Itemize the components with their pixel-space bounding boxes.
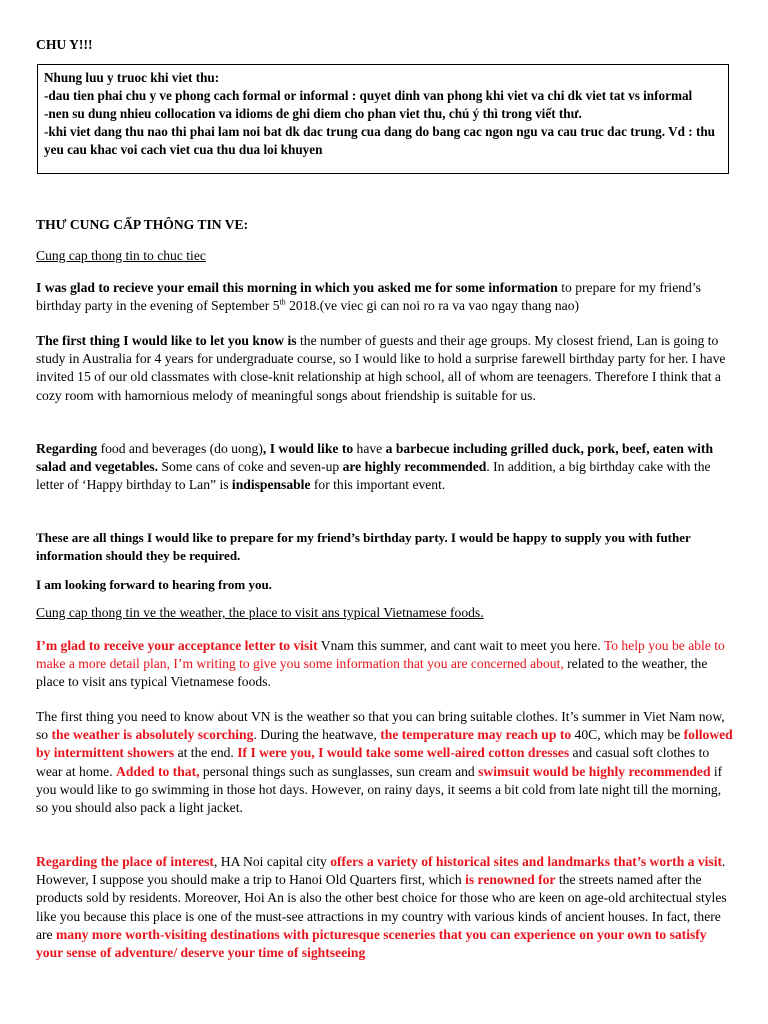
letter2-paragraph-3: Regarding the place of interest, HA Noi capital city offers a variety of historical sites and landmarks that’s worth a visit. However, I suppose you should make a trip to Hanoi Old Quarters first, which is renowned for the streets named after the products sold by residents. Moreover, Hoi An is also the other best choice for those who are keen on age-old architectual styles like you because this place is one of the must-see attractions in my country with various kinds of ancient houses. In fact, there are many more worth-visiting destinations with picturesque sceneries that you can experience on your own to satisfy your sense of adventure/ deserve your time of sightseeing [36,854,727,961]
letter1-paragraph-1: I was glad to recieve your email this morning in which you asked me for some information to prepare for my friend’s birthday party in the evening of September 5th 2018.(ve viec gi can noi ro ra va vao ngay thang nao) [36,280,701,314]
letter2-paragraph-1: I’m glad to receive your acceptance letter to visit Vnam this summer, and cant wait to meet you here. To help you be able to make a more detail plan, I’m writing to give you some information that you are concerned about, related to the weather, the place to visit ans typical Vietnamese foods. [36,638,725,690]
section-title: THƯ CUNG CẤP THÔNG TIN VE: [36,217,249,232]
note-item: -dau tien phai chu y ve phong cach formal or informal : quyet dinh van phong khi viet va chi dk viet tat vs informal [44,88,693,103]
letter2-subtitle: Cung cap thong tin ve the weather, the place to visit ans typical Vietnamese foods. [36,605,484,620]
letter1-paragraph-4: These are all things I would like to prepare for my friend’s birthday party. I would be happy to supply you with futher information should they be required. [36,530,691,564]
letter1-paragraph-3: Regarding food and beverages (do uong), I would like to have a barbecue including grilled duck, pork, beef, eaten with salad and vegetables. Some cans of coke and seven-up are highly recommended. In addition, a big birthday cake with the letter of ‘Happy birthday to Lan” is indispensable for this important event. [36,441,714,493]
notes-box [37,64,729,174]
letter2-paragraph-2: The first thing you need to know about VN is the weather so that you can bring suitable clothes. It’s summer in Viet Nam now, so the weather is absolutely scorching. During the heatwave, the temperature may reach up to 40C, which may be followed by intermittent showers at the end. If I were you, I would take some well-aired cotton dresses and casual soft clothes to wear at home. Added to that, personal things such as sunglasses, sun cream and swimsuit would be highly recommended if you would like to go swimming in those hot days. However, on rainy days, it seems a bit cold from late night till the morning, so you should also pack a light jacket. [36,709,733,816]
letter1-closing: I am looking forward to hearing from you. [36,577,272,592]
notes-heading: Nhung luu y truoc khi viet thu: [44,70,220,85]
page-title: CHU Y!!! [36,37,93,52]
note-item: -khi viet dang thu nao thi phai lam noi bat dk dac trung cua dang do bang cac ngon ngu va cau truc dac trung. Vd : thu yeu cau khac voi cach viet cua thu dua loi khuyen [44,124,716,157]
note-item: -nen su dung nhieu collocation va idioms de ghi diem cho phan viet thu, chú ý thì trong viết thư. [44,106,582,121]
letter1-paragraph-2: The first thing I would like to let you know is the number of guests and their age groups. My closest friend, Lan is going to study in Australia for 4 years for undergraduate course, so I would like to hold a surprise farewell birthday party for her. I have invited 15 of our old classmates with close-knit relationship at high school, all of whom are teenagers. Therefore I think that a cozy room with hamornious melody of meaningful songs about friendship is suitable for us. [36,333,726,403]
letter1-subtitle: Cung cap thong tin to chuc tiec [36,248,206,263]
